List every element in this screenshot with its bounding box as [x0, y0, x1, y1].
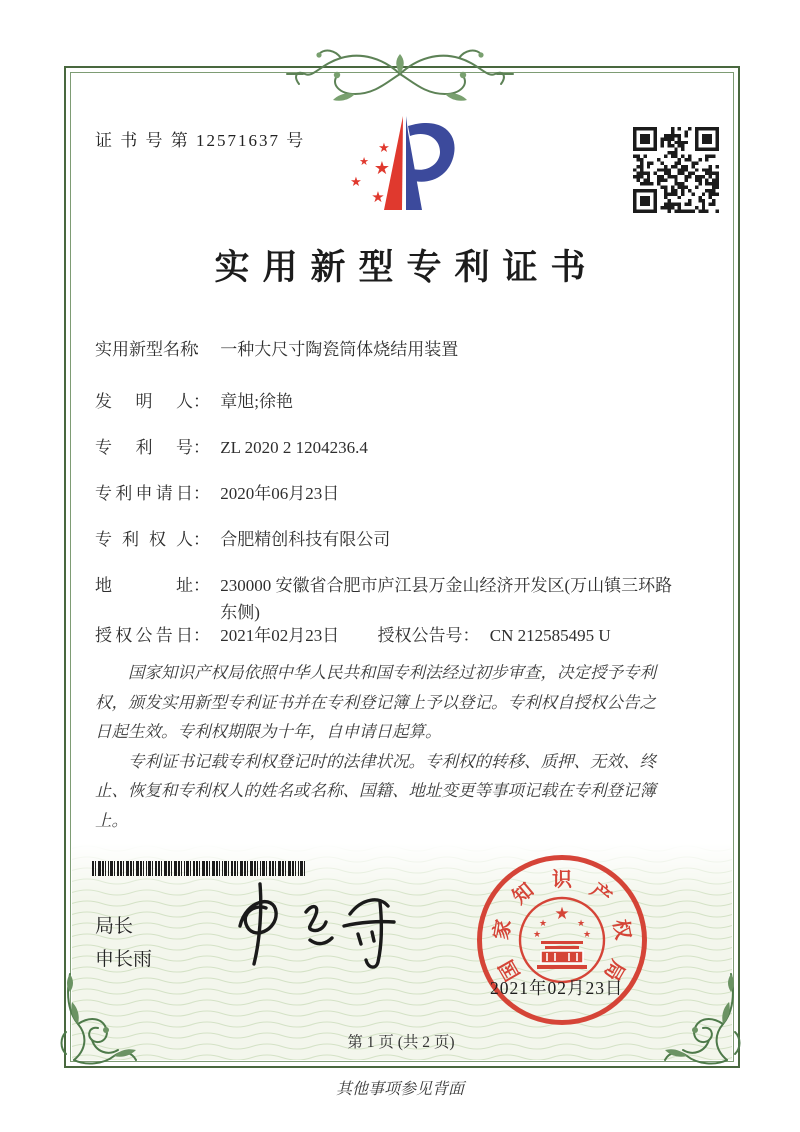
back-side-note: 其他事项参见背面 — [335, 1081, 464, 1098]
field-label: 实用新型名称 — [95, 340, 197, 359]
field-label: 发明人 — [95, 392, 193, 411]
cnipa-logo — [332, 110, 472, 222]
field-colon: ： — [462, 626, 480, 645]
seal-arc-char: 识 — [552, 869, 572, 891]
legal-text — [95, 658, 661, 835]
top-flourish-ornament — [283, 44, 517, 110]
certificate-number: 证 书 号 第 12571637 号 — [95, 131, 306, 150]
legal-paragraph-1: 国家知识产权局依照中华人民共和国专利法经过初步审查，决定授予专利权，颁发实用新型专利证书并在专利登记簿上予以登记。专利权自授权公告之日起生效。专利权期限为十年，自申请日起算。 — [95, 663, 656, 741]
bottom-left-corner-ornament — [56, 972, 156, 1072]
svg-text:★: ★ — [373, 158, 391, 179]
seal-arc-char: 国 — [495, 955, 525, 985]
signer-title: 局长 — [95, 916, 134, 937]
grant-date-label: 授权公告日 — [95, 626, 193, 645]
svg-text:★: ★ — [576, 919, 586, 929]
field-colon: ： — [193, 438, 210, 457]
qr-code — [633, 127, 719, 213]
legal-paragraph-2: 专利证书记载专利权登记时的法律状况。专利权的转移、质押、无效、终止、恢复和专利权人的姓名或名称、国籍、地址变更等事项记载在专利登记簿上。 — [95, 751, 656, 830]
svg-text:★: ★ — [359, 155, 369, 168]
field-value: 2020年06月23日 — [220, 484, 340, 503]
field-colon: ： — [193, 626, 210, 645]
grant-row — [95, 622, 611, 649]
field-colon: ： — [193, 484, 210, 503]
svg-text:★: ★ — [371, 188, 385, 206]
bottom-right-corner-ornament — [645, 972, 745, 1072]
page-number: 第 1 页 (共 2 页) — [347, 1034, 455, 1051]
field-label: 专利号 — [95, 438, 193, 457]
field-row — [95, 572, 695, 626]
field-label: 地址 — [95, 576, 193, 595]
seal-arc-char: 产 — [585, 879, 616, 909]
field-value: 230000 安徽省合肥市庐江县万金山经济开发区(万山镇三环路东侧) — [220, 576, 673, 622]
svg-text:★: ★ — [532, 930, 542, 940]
field-colon: ： — [193, 392, 210, 411]
grant-no-label: 授权公告号 — [377, 626, 463, 645]
barcode — [92, 861, 312, 876]
svg-text:★: ★ — [350, 175, 362, 190]
field-row — [95, 388, 695, 415]
seal-national-emblem — [517, 895, 607, 985]
grant-no-value: CN 212585495 U — [489, 626, 611, 645]
field-colon: ： — [193, 530, 210, 549]
field-row — [95, 434, 695, 461]
field-list — [95, 336, 695, 645]
field-value: 一种大尺寸陶瓷筒体烧结用装置 — [220, 340, 459, 359]
svg-text:★: ★ — [582, 930, 592, 940]
field-value: 章旭;徐艳 — [220, 392, 293, 411]
field-row — [95, 480, 695, 507]
svg-text:★: ★ — [538, 919, 548, 929]
field-colon: ： — [193, 340, 210, 359]
field-label: 专利申请日 — [95, 484, 193, 503]
grant-date-value: 2021年02月23日 — [220, 626, 340, 645]
seal-arc-char: 家 — [490, 917, 516, 942]
signature-handwriting — [222, 878, 407, 988]
svg-text:★: ★ — [378, 141, 390, 156]
field-row — [95, 336, 695, 363]
field-value: 合肥精创科技有限公司 — [220, 530, 391, 549]
seal-arc-char: 局 — [599, 955, 629, 985]
seal-arc-char: 知 — [508, 879, 539, 909]
field-label: 专利权人 — [95, 530, 193, 549]
seal-arc-char: 权 — [608, 917, 634, 942]
field-colon: ： — [193, 576, 210, 595]
seal-date: 2021年02月23日 — [490, 978, 624, 998]
signer-name: 申长雨 — [95, 949, 153, 970]
signer-block — [95, 910, 152, 976]
document-title: 实用新型专利证书 — [214, 248, 599, 287]
field-value: ZL 2020 2 1204236.4 — [220, 438, 368, 457]
svg-text:★: ★ — [554, 904, 570, 924]
field-row — [95, 526, 695, 553]
